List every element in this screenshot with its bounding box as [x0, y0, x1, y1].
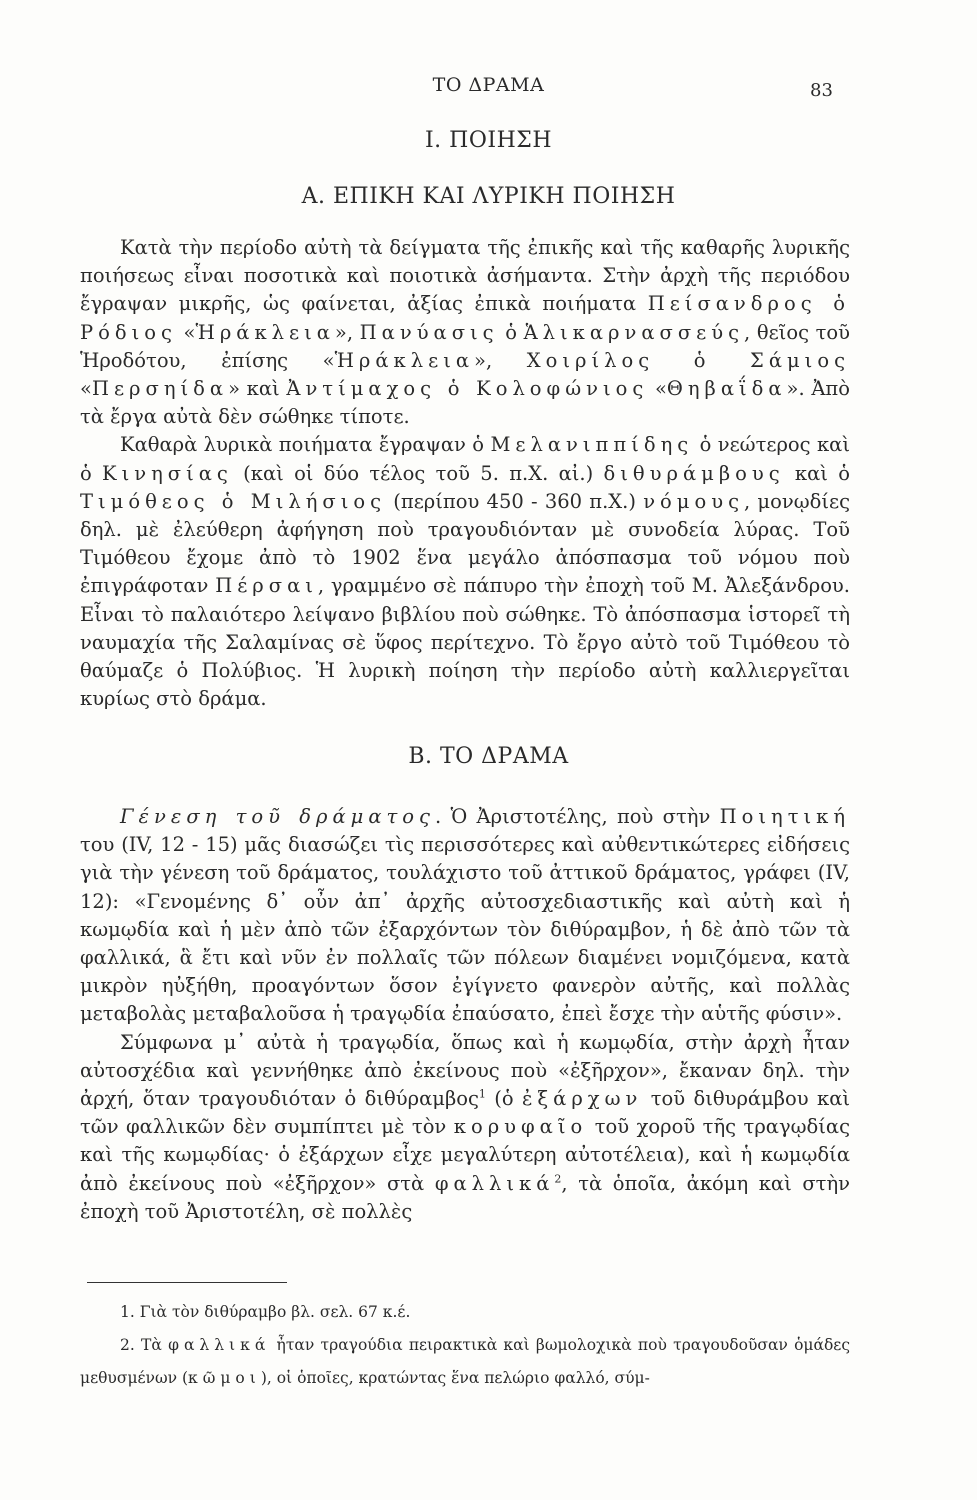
spaced-term: κῶμοι	[188, 1369, 261, 1387]
spaced-name: Ἀντίμαχος ὁ Κολοφώνιος	[286, 377, 649, 401]
text-run: , θεῖος τοῦ Ἡροδότου, ἐπίσης «	[80, 320, 850, 372]
spaced-name: Κινησίας	[102, 461, 233, 485]
paragraph	[80, 1029, 850, 1226]
text-run: (περίπου 450 - 360 π.Χ.)	[386, 489, 644, 513]
spaced-term: φαλλικά	[434, 1171, 555, 1195]
text-run: «	[80, 377, 92, 401]
text-run: ἦταν τραγούδια πειρακτικὰ καὶ βωμολοχικὰ ποὺ τραγουδοῦσαν ὁμάδες μεθυσμένων (	[80, 1336, 851, 1387]
spaced-title: Ἡράκλεια	[195, 320, 335, 344]
text-run: . Ὁ Ἀριστοτέλης, ποὺ στὴν	[434, 805, 720, 828]
footnote	[80, 1296, 850, 1329]
text-run: ὁ	[498, 320, 524, 344]
text-run: Καθαρὰ λυρικὰ ποιήματα ἔγραψαν ὁ	[120, 433, 491, 457]
text-run: 2. Τὰ	[120, 1336, 169, 1354]
footnotes	[80, 1296, 850, 1395]
text-run: 1. Γιὰ τὸν διθύραμβο βλ. σελ. 67 κ.έ.	[120, 1303, 411, 1321]
spaced-name: Χοιρίλος ὁ Σάμιος	[526, 348, 850, 372]
spaced-term: κορυφαῖο	[453, 1115, 588, 1139]
spaced-term: φαλλικά	[168, 1336, 271, 1354]
text-run: Κατὰ τὴν περίοδο αὐτὴ τὰ δείγματα τῆς ἐπικῆς καὶ τῆς καθαρῆς λυρικῆς ποιήσεως εἶναι ποσοτικὰ καὶ ποιοτικὰ ἀσήμαντα. Στὴν ἀρχὴ τῆς περιόδου ἔγραψαν μικρῆς, ὡς φαίνεται, ἀξίας ἐπικὰ ποιήματα	[80, 236, 850, 316]
spaced-term: διθυράμβους	[603, 461, 785, 485]
footnote-marker[interactable]: 2	[554, 1172, 562, 1186]
spaced-title: Περσηίδα	[91, 377, 229, 401]
spaced-term: ἐξάρχων	[521, 1087, 643, 1111]
text-run: , γραμμένο σὲ πάπυρο τὴν ἐποχὴ τοῦ Μ. Ἀλεξάνδρου. Εἶναι τὸ παλαιότερο λείψανο βιβλίου ποὺ σώθηκε. Τὸ ἀπόσπασμα ἱστορεῖ τὴ ναυμαχία τῆς Σαλαμίνας σὲ ὕφος περίτεχνο. Τὸ ἔργο αὐτὸ τοῦ Τιμόθεου τὸ θαύμαζε ὁ Πολύβιος. Ἡ λυρικὴ ποίηση τὴν περίοδο αὐτὴ καλλιεργεῖται κυρίως στὸ δράμα.	[80, 574, 850, 711]
footnote-separator	[87, 1282, 287, 1283]
text-run: του (IV, 12 - 15) μᾶς διασώζει τὶς περισσότερες καὶ αὐθεντικώτερες εἰδήσεις γιὰ τὴν γένεση τοῦ δράματος, τουλάχιστο τοῦ ἀττικοῦ δράματος, γράφει (IV, 12): «Γενομένης δ᾽ οὖν ἀπ᾽ ἀρχῆς αὐτοσχεδιαστικῆς καὶ αὐτὴ καὶ ἡ κωμῳδία καὶ ἡ μὲν ἀπὸ τῶν ἐξαρχόντων τὸν διθύραμβον, ἡ δὲ ἀπὸ τῶν τὰ φαλλικά, ἃ ἔτι καὶ νῦν ἐν πολλαῖς τῶν πόλεων διαμένει νομιζόμενα, κατὰ μικρὸν ηὐξήθη, προαγόντων ὅσον ἐγίγνετο φανερὸν αὐτῆς, καὶ πολλὰς μεταβολὰς μεταβαλοῦσα ἡ τραγῳδία ἐπαύσατο, ἐπεὶ ἔσχε τὴν αὑτῆς φύσιν».	[80, 833, 850, 1026]
text-run: » καὶ	[228, 377, 287, 401]
text-run: (καὶ οἱ δύο τέλος τοῦ 5. π.Χ. αἰ.)	[232, 461, 604, 485]
spaced-name: Μελανιππίδης	[490, 433, 694, 457]
text-run: ὁ νεώτερος καὶ ὁ	[80, 433, 850, 485]
section-a-text	[80, 234, 850, 713]
spaced-name: Ἁλικαρνασσεύς	[523, 320, 745, 344]
section-a-heading: Α. ΕΠΙΚΗ ΚΑΙ ΛΥΡΙΚΗ ΠΟΙΗΣΗ	[301, 184, 676, 209]
part-heading: Ι. ΠΟΙΗΣΗ	[424, 128, 552, 153]
section-b-text	[80, 803, 850, 1226]
spaced-name: Τιμόθεος ὁ Μιλήσιος	[80, 489, 387, 513]
spaced-title: Ἡράκλεια	[334, 348, 475, 372]
spaced-name: Πείσανδρος ὁ Ρόδιος	[80, 292, 850, 344]
text-run: »,	[334, 320, 360, 344]
footnote	[80, 1329, 850, 1395]
spaced-name: Πανύασις	[359, 320, 499, 344]
spaced-title: Θηβαΐδα	[666, 377, 787, 401]
text-run: καὶ ὁ	[784, 461, 850, 485]
text-run: «	[648, 377, 667, 401]
section-b-heading: Β. ΤΟ ΔΡΑΜΑ	[408, 744, 569, 769]
running-title: ΤΟ ΔΡΑΜΑ	[432, 74, 545, 96]
text-run: ». Ἀπὸ τὰ ἔργα αὐτὰ δὲν σώθηκε τίποτε.	[80, 377, 850, 429]
paragraph	[80, 431, 850, 713]
lead-phrase: Γένεση τοῦ δράματος	[120, 805, 435, 828]
text-run: , μονῳδίες δηλ. μὲ ἐλεύθερη ἀφήγηση ποὺ τραγουδιόνταν μὲ συνοδεία λύρας. Τοῦ Τιμόθεου ἔχομε ἀπὸ τὸ 1902 ἕνα μεγάλο ἀπόσπασμα τοῦ νόμου ποὺ ἐπιγράφοταν	[80, 489, 851, 598]
spaced-term: νόμους	[643, 489, 744, 513]
text-run: τοῦ χοροῦ τῆς τραγῳδίας καὶ τῆς κωμῳδίας· ὁ ἐξάρχων εἶχε μεγαλύτερη αὐτοτέλεια), καὶ ἡ κωμῳδία ἀπὸ ἐκείνους ποὺ «ἐξῆρχον» στὰ	[80, 1115, 851, 1195]
text-run: ), οἱ ὁποῖες, κρατώντας ἕνα πελώριο φαλλό, σύμ-	[260, 1369, 650, 1387]
paragraph	[80, 803, 850, 1029]
footnote-marker[interactable]: 1	[478, 1087, 486, 1101]
text-run: Σύμφωνα μ᾽ αὐτὰ ἡ τραγῳδία, ὅπως καὶ ἡ κωμῳδία, στὴν ἀρχὴ ἦταν αὐτοσχέδια καὶ γεννήθηκε ἀπὸ ἐκείνους ποὺ «ἐξῆρχον», ἔκαναν δηλ. τὴν ἀρχή, ὅταν τραγουδιόταν ὁ διθύραμβος	[80, 1030, 850, 1111]
paragraph	[80, 234, 850, 431]
text-run: τοῦ διθυράμβου καὶ τῶν φαλλικῶν δὲν συμπίπτει μὲ τὸν	[80, 1087, 851, 1139]
text-run: »,	[474, 348, 527, 372]
text-run: , τὰ ὁποῖα, ἀκόμη καὶ στὴν ἐποχὴ τοῦ Ἀριστοτέλη, σὲ πολλὲς	[80, 1171, 850, 1223]
page-number: 83	[810, 80, 833, 101]
spaced-title: Ποιητική	[719, 805, 851, 828]
spaced-title: Πέρσαι	[215, 574, 318, 598]
text-run: (ὁ	[485, 1087, 522, 1111]
text-run: «	[176, 320, 196, 344]
